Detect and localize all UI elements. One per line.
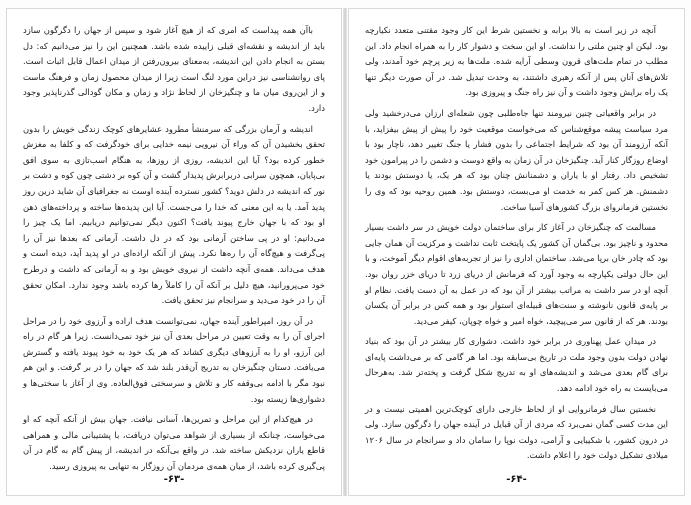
paragraph: آنچه در زیر است به بالا برابه و نخستین شرط این کار وجود مقتنی متعدد نکیارچه بود. لیکن او چنین ملتی را نداشت. او این سخت و دشوار کار را به همراه انجام داد. این مطلب در تمام ملت‌های قرون وسطی آرایه شده. ملت‌ها به زیر پرچم خود آمدند، ولی تلاش‌های آنان پس از آنکه رهبری داشتند، به وحدت تبدیل شد. در آن صورت دیگر تنها یک راه برایش وجود داشت و آن نیز راه جنگ و پیروزی بود. (365, 25, 668, 98)
paragraph: باآن همه پیداست که امری که از هیچ آغاز شود و سپس از جهان را دگرگون سازد باید از اندیشه و نقشه‌ای قبلی زاییده شده باشد. همچنین این را نیز می‌دانیم که: دل بستن به انجام دادن این اندیشه، به‌معنای بیرون‌رفتن از میدان اعمال قابل اثبات است. پای روانشناسی نیز دراین مورد لنگ است زیرا از میدان محصول زمان و فرهنگ ماست و از این‌روی میان ما و چنگیزخان از لحاظ نژاد و زمان و مکان گودالی گذرناپذیر وجود دارد. (23, 25, 325, 113)
paragraph: در آن روز، امپراطور آینده جهان، نمی‌توانست هدف اراده و آرزوی خود را در مراحل اجرای آن را به وقت تعیین در مراحل بعدی آن نیز خود نمی‌دانست. زیرا هر گام در راه این آرزو، او را به آرزوهای دیگری کشاند که هر یک خود به خود پیوند یافته و گسترش می‌یافت. دستان چنگیزخان به تدریج آن‌قدر بلند شد که جهان را در بر گرفت. و این هم نبود مگر با ادامه بی‌وقفه کار و تلاش و سرسختی فوق‌العاده. وی از آغاز با سختی‌ها و دشواری‌ها زیسته بود. (23, 315, 325, 404)
page-number: -۶۳- (163, 474, 185, 485)
paragraph: در هیچ‌کدام از این مراحل و تمرین‌ها، آسانی نیافت. جهان بیش از آنکه آنچه که او می‌خواست، چنانکه از بسیاری از شواهد می‌توان دریافت، با پشتیبانی مالی و همراهی قاطع یاران نزدیکش ساخته شد. در واقع بی‌آنکه در اندیشه، از پیش گام به گام در آن پی‌گیری کرده باشد، از میان همه‌ی مردمان آن روزگار به تنهایی به پیروزی رسید. (23, 414, 325, 472)
paragraph: مسالمت که چنگیزخان در آغاز کار برای ساختمان دولت خویش در سر داشت بسیار محدود و ناچیز بود. بی‌گمان آن کشور یک پایتخت ثابت نداشت و مرکزیت آن همان جایی بود که چادر خان برپا می‌شد. ساختمان اداری را نیز از تجربه‌های اقوام دیگر آموخت، و با این حال دولتی یکپارچه به وجود آورد که فرمانش از دریای زرد تا دریای خزر روان بود. آنچه او در سر داشت به مراتب بیشتر از آن بود که در عمل به آن دست یافت. نظام او بر پایه‌ی قانون نانوشته و سنت‌های قبیله‌ای استوار بود و همه کس در برابر آن یکسان بودند. هر که از قانون سر می‌پیچید، خواه امیر و خواه چوپان، کیفر می‌دید. (365, 222, 668, 326)
paragraph: در میدان عمل پهناوری در برابر خود داشت. دشواری کار بیشتر در آن بود که بنیاد نهادن دولت بدون وجود ملت در تاریخ بی‌سابقه بود. اما هر گامی که بر می‌داشت پایه‌ای برای گام بعدی می‌شد و اندیشه‌های او به تدریج شکل گرفت و پخته‌تر شد. به‌هرحال می‌بایست به راه خود ادامه دهد. (365, 336, 668, 394)
page-number: -۶۴- (506, 474, 527, 485)
book-gutter (343, 8, 347, 496)
left-page (6, 8, 342, 496)
paragraph: اندیشه و آرمان بزرگی که سرمنشأ مطرود عشایرهای کوچک زندگی خویش را بدون تحقق بخشیدن آن که وراء آن نیرویی نیمه خدایی برای خودگرفت که و کلفا به مغزش خطور کرده بود؟ آیا این اندیشه، روزی از روزها، به هنگام اسب‌تازی به سوی افق بی‌پایان، همچون سرابی دربرابرش پدیدار گشت و آن کوه بر دشتی چون کوه و دشت بر نور که اندیشه در دلش دوید؟ کشور نسترده آینده اوست نه جغرافیای آن شاید درین روز پدید آمد. یا به این معنی که خدا را می‌جست. آیا این پدیده‌ها ساخته و پرداخته‌های ذهن او بود که با جهان خارج پیوند یافت؟ اکنون دیگر نمی‌توانیم دریابیم. اما یک چیز را می‌دانیم: او در پی ساختن آرمانی بود که در دل داشت. آرمانی که بعدها نیز آن را پی‌گرفت و هیچ‌گاه آن را ره‌ها نکرد. پیش از آنکه اراده‌ای در او پدید آید، دیده است و هدف می‌داند. همه‌ی آنچه داشت از نیروی خویش بود و به آرمانی که داشت و درطرح خود می‌پرورانید، هیچ دلیل بر آنکه آن را کاملاً رها کرده باشد وجود ندارد. امکان تحقق آن را در خود می‌دید و سرانجام نیز تحقق یافت. (23, 123, 325, 306)
left-page-text (23, 23, 325, 480)
paragraph: در برابر واقعیاتی چنین نیرومند تنها جاه‌طلبی چون شعله‌ای ارزان می‌درخشید ولی مرد سیاست پیشه موقع‌شناس که می‌خواست موقعیت خود را پیش از پیش بیفزاید، با آنکه آرزومند آن بود که شرایط اجتماعی را بدون فشار یا جنگ تغییر دهد، ناچار بود با اوضاع روزگار کنار آید. چنگیزخان در آن زمان به واقع دوست و دشمن را در پیرامون خود تشخیص داد. رفتار او با یاران و دشمنانش چنان بود که هر یک، یا دوستش بودند یا دشمنش. هر کس کمر به خدمت او می‌بست، دوستش بود. همین روحیه بود که وی را نخستین فرمانروای بزرگ کشورهای آسیا ساخت. (365, 107, 668, 212)
right-page-text (365, 23, 668, 469)
paragraph: نخستین سال فرمانروایی او از لحاظ خارجی دارای کوچک‌ترین اهمیتی نیست و در این مدت کسی گمان نمی‌برد که مردی از آن قبایل در آینده جهان را دگرگون سازد. ولی در درون کشور، با شکیبایی و آرامی، دولت نوپا را سامان داد و سرانجام در سال ۱۲۰۶ میلادی تشکیل دولت خود را اعلام داشت. (365, 403, 668, 461)
right-page (348, 8, 685, 496)
